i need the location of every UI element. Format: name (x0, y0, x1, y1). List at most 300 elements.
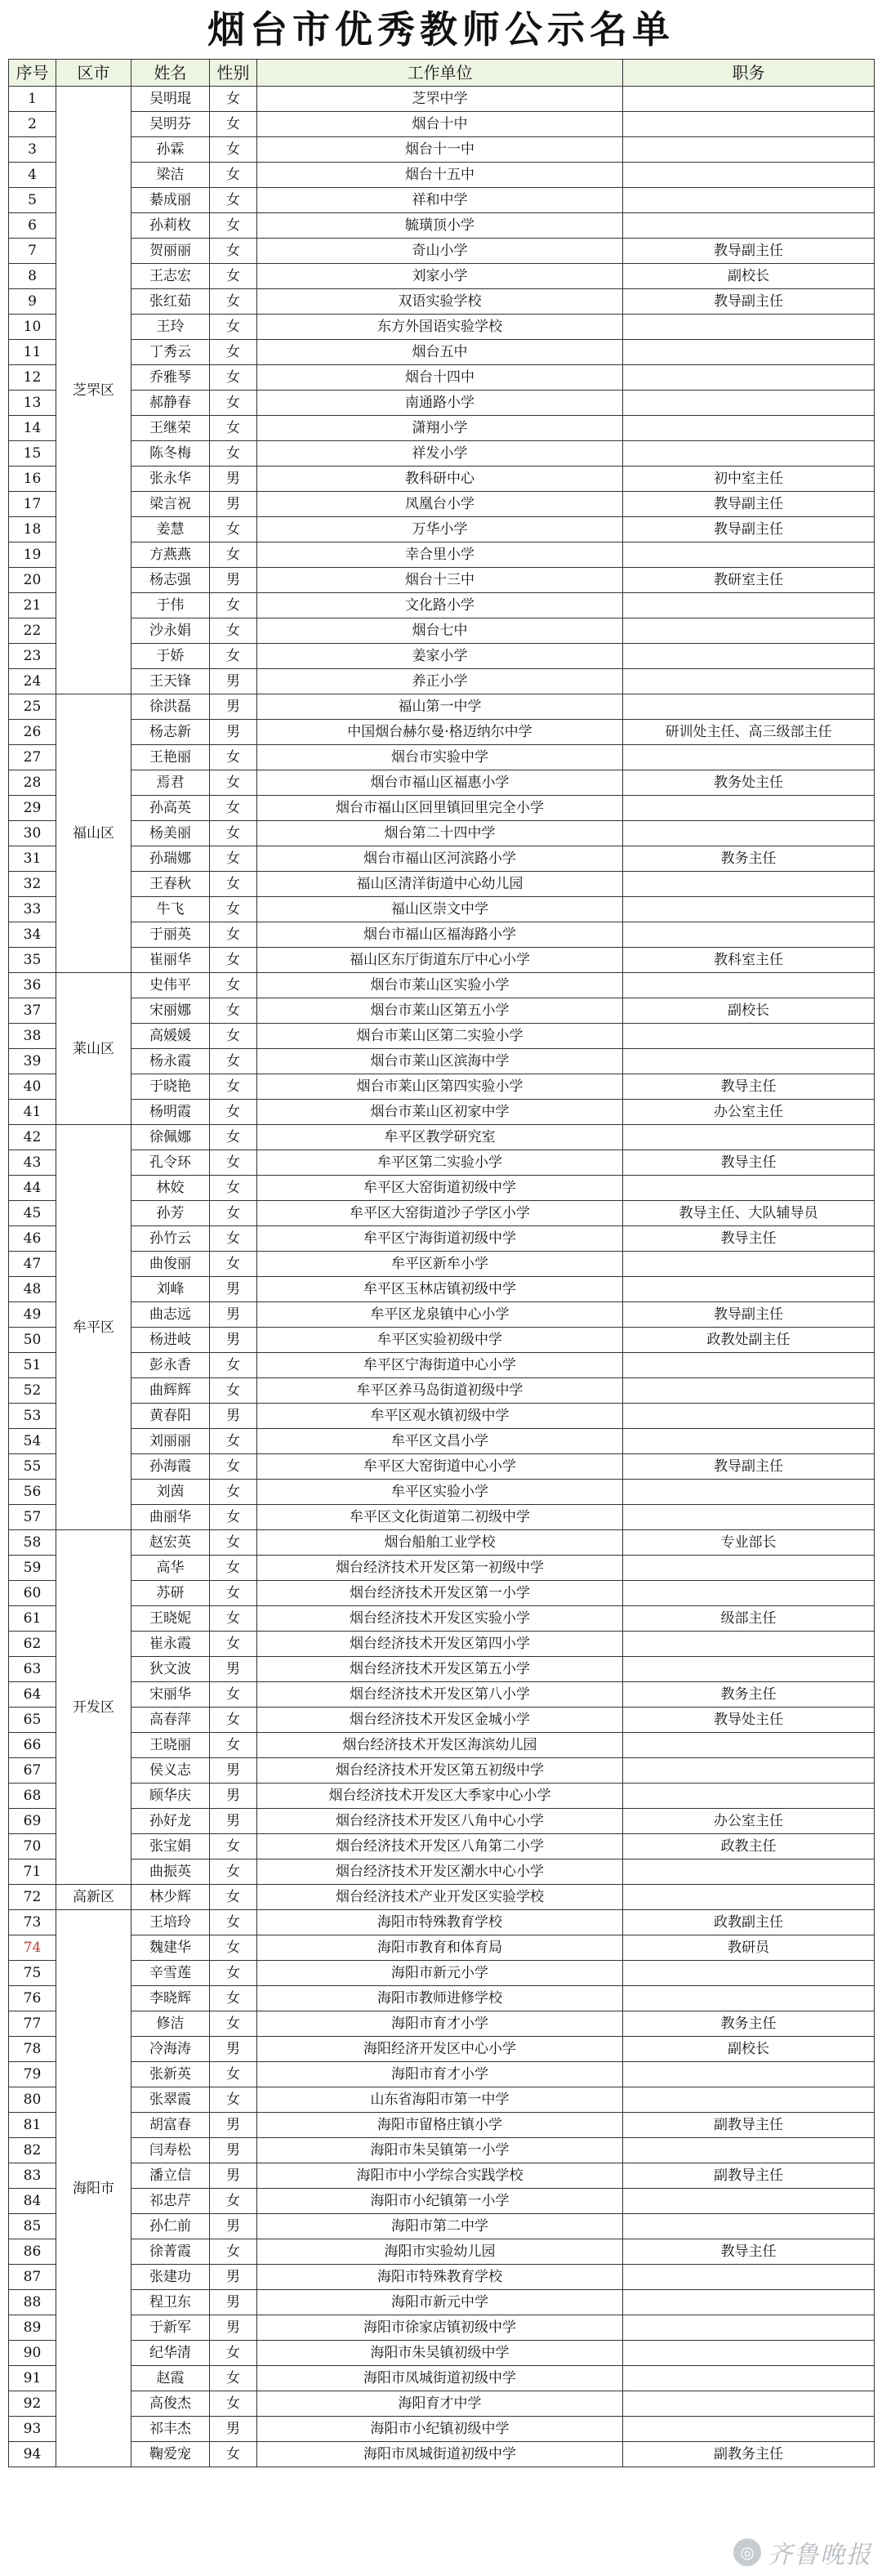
cell-name: 曲振英 (131, 1859, 210, 1885)
watermark (660, 2535, 872, 2569)
cell-workplace: 烟台市福山区河滨路小学 (257, 846, 623, 872)
cell-name: 王培玲 (131, 1910, 210, 1935)
cell-number: 61 (9, 1606, 56, 1632)
cell-workplace: 烟台经济技术开发区金城小学 (257, 1708, 623, 1733)
cell-workplace: 海阳市实验幼儿园 (257, 2239, 623, 2265)
teacher-roster-table (8, 59, 875, 2467)
table-row (9, 1226, 875, 1252)
cell-position: 专业部长 (623, 1530, 875, 1556)
cell-number: 2 (9, 112, 56, 137)
cell-gender: 男 (210, 1758, 257, 1784)
table-row (9, 1404, 875, 1429)
cell-gender: 女 (210, 1859, 257, 1885)
cell-position: 教导主任 (623, 1226, 875, 1252)
cell-position (623, 1581, 875, 1606)
cell-gender: 女 (210, 872, 257, 897)
cell-workplace: 牟平区养马岛街道初级中学 (257, 1378, 623, 1404)
cell-gender: 女 (210, 315, 257, 340)
cell-workplace: 牟平区文化街道第二初级中学 (257, 1505, 623, 1530)
cell-position: 级部主任 (623, 1606, 875, 1632)
cell-number: 58 (9, 1530, 56, 1556)
cell-gender: 男 (210, 1404, 257, 1429)
cell-name: 于丽英 (131, 922, 210, 948)
table-row (9, 517, 875, 542)
cell-position (623, 745, 875, 770)
cell-number: 82 (9, 2138, 56, 2163)
cell-name: 于晓艳 (131, 1074, 210, 1100)
table-row (9, 2087, 875, 2113)
cell-number: 44 (9, 1176, 56, 1201)
cell-workplace: 福山区东厅街道东厅中心小学 (257, 948, 623, 973)
cell-gender: 男 (210, 1784, 257, 1809)
cell-number: 27 (9, 745, 56, 770)
table-row (9, 1176, 875, 1201)
cell-position (623, 618, 875, 644)
cell-name: 杨志新 (131, 720, 210, 745)
cell-workplace: 牟平区实验初级中学 (257, 1328, 623, 1353)
cell-position (623, 1252, 875, 1277)
cell-number: 14 (9, 416, 56, 441)
cell-workplace: 牟平区大窑街道初级中学 (257, 1176, 623, 1201)
cell-number: 26 (9, 720, 56, 745)
table-row (9, 1024, 875, 1049)
cell-name: 于伟 (131, 593, 210, 618)
cell-position: 政教副主任 (623, 1910, 875, 1935)
cell-number: 51 (9, 1353, 56, 1378)
cell-position (623, 1125, 875, 1150)
column-header-number: 序号 (9, 60, 56, 87)
table-row (9, 137, 875, 163)
cell-workplace: 海阳市第二中学 (257, 2214, 623, 2239)
cell-position: 办公室主任 (623, 1809, 875, 1834)
cell-number: 88 (9, 2290, 56, 2315)
cell-gender: 女 (210, 1834, 257, 1859)
watermark-logo-icon: ◎ (733, 2538, 761, 2566)
cell-position (623, 1784, 875, 1809)
cell-number: 40 (9, 1074, 56, 1100)
column-header-name: 姓名 (131, 60, 210, 87)
cell-position (623, 922, 875, 948)
cell-workplace: 教科研中心 (257, 467, 623, 492)
cell-workplace: 潇翔小学 (257, 416, 623, 441)
cell-number: 75 (9, 1961, 56, 1986)
cell-number: 16 (9, 467, 56, 492)
cell-number: 60 (9, 1581, 56, 1606)
cell-position (623, 1961, 875, 1986)
cell-position (623, 796, 875, 821)
table-row (9, 897, 875, 922)
cell-position (623, 137, 875, 163)
cell-name: 焉君 (131, 770, 210, 796)
cell-gender: 女 (210, 1986, 257, 2011)
table-row (9, 315, 875, 340)
cell-position (623, 2265, 875, 2290)
cell-position (623, 416, 875, 441)
table-header-row (9, 60, 875, 87)
cell-position (623, 1505, 875, 1530)
cell-position (623, 1480, 875, 1505)
cell-gender: 男 (210, 2138, 257, 2163)
cell-gender: 女 (210, 163, 257, 188)
table-row (9, 2417, 875, 2442)
cell-name: 沙永娟 (131, 618, 210, 644)
cell-workplace: 牟平区观水镇初级中学 (257, 1404, 623, 1429)
table-row (9, 1682, 875, 1708)
cell-district: 牟平区 (56, 1125, 131, 1530)
cell-workplace: 海阳市徐家店镇初级中学 (257, 2315, 623, 2341)
cell-workplace: 牟平区大窑街道中心小学 (257, 1454, 623, 1480)
cell-gender: 女 (210, 1074, 257, 1100)
cell-number: 13 (9, 391, 56, 416)
cell-workplace: 海阳市新元小学 (257, 1961, 623, 1986)
cell-number: 83 (9, 2163, 56, 2189)
cell-name: 陈冬梅 (131, 441, 210, 467)
cell-name: 赵宏英 (131, 1530, 210, 1556)
cell-name: 綦成丽 (131, 188, 210, 213)
cell-position (623, 1733, 875, 1758)
cell-workplace: 烟台经济技术开发区第一小学 (257, 1581, 623, 1606)
cell-position (623, 391, 875, 416)
cell-workplace: 烟台经济技术开发区第五小学 (257, 1657, 623, 1682)
cell-position (623, 2214, 875, 2239)
cell-name: 张宝娟 (131, 1834, 210, 1859)
cell-workplace: 海阳市育才小学 (257, 2062, 623, 2087)
cell-position (623, 1353, 875, 1378)
cell-gender: 女 (210, 1885, 257, 1910)
cell-position (623, 2391, 875, 2417)
table-row (9, 112, 875, 137)
cell-district: 海阳市 (56, 1910, 131, 2467)
cell-position (623, 1657, 875, 1682)
cell-name: 王晓妮 (131, 1606, 210, 1632)
cell-number: 65 (9, 1708, 56, 1733)
table-row (9, 2265, 875, 2290)
table-row (9, 644, 875, 669)
table-row (9, 1125, 875, 1150)
cell-position: 教务主任 (623, 2011, 875, 2037)
cell-name: 王艳丽 (131, 745, 210, 770)
cell-gender: 女 (210, 391, 257, 416)
table-row (9, 2113, 875, 2138)
cell-position (623, 2138, 875, 2163)
cell-number: 38 (9, 1024, 56, 1049)
cell-name: 乔雅琴 (131, 365, 210, 391)
cell-name: 丁秀云 (131, 340, 210, 365)
cell-position (623, 1632, 875, 1657)
cell-workplace: 祥和中学 (257, 188, 623, 213)
cell-position: 副校长 (623, 2037, 875, 2062)
cell-number: 11 (9, 340, 56, 365)
table-row (9, 467, 875, 492)
table-row (9, 213, 875, 239)
cell-workplace: 烟台市福山区回里镇回里完全小学 (257, 796, 623, 821)
cell-gender: 女 (210, 542, 257, 568)
cell-name: 梁言祝 (131, 492, 210, 517)
cell-position (623, 897, 875, 922)
table-row (9, 1986, 875, 2011)
table-row (9, 1834, 875, 1859)
cell-name: 吴明芬 (131, 112, 210, 137)
cell-position (623, 1176, 875, 1201)
cell-position (623, 593, 875, 618)
cell-name: 张红茹 (131, 289, 210, 315)
table-row (9, 2341, 875, 2366)
cell-number: 37 (9, 998, 56, 1024)
cell-gender: 女 (210, 1150, 257, 1176)
cell-number: 72 (9, 1885, 56, 1910)
cell-name: 方燕燕 (131, 542, 210, 568)
cell-gender: 女 (210, 188, 257, 213)
cell-gender: 男 (210, 2315, 257, 2341)
cell-name: 王春秋 (131, 872, 210, 897)
cell-gender: 男 (210, 2163, 257, 2189)
cell-name: 曲俊丽 (131, 1252, 210, 1277)
cell-number: 56 (9, 1480, 56, 1505)
cell-number: 20 (9, 568, 56, 593)
cell-name: 李晓辉 (131, 1986, 210, 2011)
cell-position (623, 87, 875, 112)
cell-number: 49 (9, 1302, 56, 1328)
cell-gender: 女 (210, 1581, 257, 1606)
cell-number: 74 (9, 1935, 56, 1961)
cell-workplace: 海阳市留格庄镇小学 (257, 2113, 623, 2138)
cell-number: 25 (9, 694, 56, 720)
table-row (9, 846, 875, 872)
cell-position (623, 973, 875, 998)
cell-position (623, 2315, 875, 2341)
cell-position: 教导副主任 (623, 289, 875, 315)
table-row (9, 998, 875, 1024)
cell-workplace: 海阳市小纪镇初级中学 (257, 2417, 623, 2442)
cell-gender: 女 (210, 1632, 257, 1657)
table-row (9, 1632, 875, 1657)
cell-position (623, 365, 875, 391)
cell-number: 92 (9, 2391, 56, 2417)
cell-position: 初中室主任 (623, 467, 875, 492)
cell-number: 32 (9, 872, 56, 897)
cell-gender: 女 (210, 1961, 257, 1986)
cell-number: 5 (9, 188, 56, 213)
cell-position: 教导副主任 (623, 492, 875, 517)
cell-number: 47 (9, 1252, 56, 1277)
cell-name: 刘丽丽 (131, 1429, 210, 1454)
cell-workplace: 烟台市莱山区滨海中学 (257, 1049, 623, 1074)
cell-gender: 女 (210, 2062, 257, 2087)
cell-position (623, 1859, 875, 1885)
cell-gender: 女 (210, 264, 257, 289)
cell-position (623, 1404, 875, 1429)
cell-name: 高华 (131, 1556, 210, 1581)
cell-name: 王天锋 (131, 669, 210, 694)
cell-gender: 女 (210, 87, 257, 112)
cell-position (623, 2189, 875, 2214)
cell-name: 刘峰 (131, 1277, 210, 1302)
cell-gender: 男 (210, 1809, 257, 1834)
cell-gender: 女 (210, 289, 257, 315)
cell-gender: 女 (210, 1252, 257, 1277)
cell-name: 冷海涛 (131, 2037, 210, 2062)
cell-position (623, 1378, 875, 1404)
cell-workplace: 海阳市特殊教育学校 (257, 2265, 623, 2290)
table-row (9, 1328, 875, 1353)
cell-position: 研训处主任、高三级部主任 (623, 720, 875, 745)
cell-workplace: 烟台经济技术开发区第八小学 (257, 1682, 623, 1708)
cell-workplace: 芝罘中学 (257, 87, 623, 112)
cell-workplace: 烟台市莱山区初家中学 (257, 1100, 623, 1125)
table-row (9, 365, 875, 391)
cell-gender: 女 (210, 796, 257, 821)
cell-position: 教务主任 (623, 1682, 875, 1708)
table-row (9, 87, 875, 112)
cell-number: 42 (9, 1125, 56, 1150)
cell-workplace: 海阳育才中学 (257, 2391, 623, 2417)
column-header-gender: 性别 (210, 60, 257, 87)
table-row (9, 1074, 875, 1100)
cell-position: 教导副主任 (623, 517, 875, 542)
cell-workplace: 牟平区文昌小学 (257, 1429, 623, 1454)
table-row (9, 1809, 875, 1834)
table-row (9, 2062, 875, 2087)
cell-name: 张翠霞 (131, 2087, 210, 2113)
cell-name: 祁丰杰 (131, 2417, 210, 2442)
cell-workplace: 烟台七中 (257, 618, 623, 644)
cell-gender: 女 (210, 441, 257, 467)
cell-number: 77 (9, 2011, 56, 2037)
table-row (9, 1784, 875, 1809)
cell-position (623, 1049, 875, 1074)
cell-workplace: 牟平区宁海街道中心小学 (257, 1353, 623, 1378)
cell-number: 29 (9, 796, 56, 821)
cell-number: 45 (9, 1201, 56, 1226)
cell-workplace: 牟平区实验小学 (257, 1480, 623, 1505)
cell-position (623, 669, 875, 694)
table-row (9, 1454, 875, 1480)
cell-workplace: 双语实验学校 (257, 289, 623, 315)
cell-number: 4 (9, 163, 56, 188)
table-row (9, 1733, 875, 1758)
table-row (9, 973, 875, 998)
cell-gender: 女 (210, 340, 257, 365)
cell-name: 纪华清 (131, 2341, 210, 2366)
cell-position: 教研室主任 (623, 568, 875, 593)
table-row (9, 2315, 875, 2341)
cell-position (623, 872, 875, 897)
cell-name: 孔令环 (131, 1150, 210, 1176)
cell-name: 魏建华 (131, 1935, 210, 1961)
cell-gender: 男 (210, 1302, 257, 1328)
cell-gender: 女 (210, 1024, 257, 1049)
cell-gender: 女 (210, 137, 257, 163)
cell-position (623, 441, 875, 467)
table-row (9, 1885, 875, 1910)
cell-gender: 女 (210, 2366, 257, 2391)
table-row (9, 568, 875, 593)
cell-gender: 女 (210, 1049, 257, 1074)
cell-number: 8 (9, 264, 56, 289)
cell-gender: 女 (210, 2189, 257, 2214)
cell-gender: 女 (210, 618, 257, 644)
cell-number: 43 (9, 1150, 56, 1176)
cell-gender: 女 (210, 213, 257, 239)
cell-name: 王晓丽 (131, 1733, 210, 1758)
cell-number: 63 (9, 1657, 56, 1682)
cell-name: 胡富春 (131, 2113, 210, 2138)
cell-position (623, 2341, 875, 2366)
table-row (9, 188, 875, 213)
cell-position: 教务主任 (623, 846, 875, 872)
cell-number: 39 (9, 1049, 56, 1074)
cell-name: 侯义志 (131, 1758, 210, 1784)
cell-name: 徐佩娜 (131, 1125, 210, 1150)
cell-name: 杨永霞 (131, 1049, 210, 1074)
cell-position (623, 340, 875, 365)
table-row (9, 1606, 875, 1632)
cell-workplace: 海阳市中小学综合实践学校 (257, 2163, 623, 2189)
cell-number: 66 (9, 1733, 56, 1758)
cell-workplace: 烟台经济技术开发区八角第二小学 (257, 1834, 623, 1859)
cell-gender: 女 (210, 593, 257, 618)
cell-gender: 女 (210, 517, 257, 542)
cell-name: 高春萍 (131, 1708, 210, 1733)
cell-gender: 男 (210, 2417, 257, 2442)
cell-workplace: 文化路小学 (257, 593, 623, 618)
cell-name: 于新军 (131, 2315, 210, 2341)
table-row (9, 1935, 875, 1961)
cell-number: 73 (9, 1910, 56, 1935)
cell-gender: 女 (210, 1935, 257, 1961)
table-row (9, 720, 875, 745)
cell-number: 34 (9, 922, 56, 948)
table-row (9, 922, 875, 948)
cell-position: 教导副主任 (623, 239, 875, 264)
cell-position (623, 694, 875, 720)
cell-workplace: 海阳市教师进修学校 (257, 1986, 623, 2011)
cell-gender: 女 (210, 2341, 257, 2366)
cell-number: 9 (9, 289, 56, 315)
cell-workplace: 东方外国语实验学校 (257, 315, 623, 340)
cell-position (623, 112, 875, 137)
cell-workplace: 海阳市凤城街道初级中学 (257, 2442, 623, 2467)
cell-position (623, 644, 875, 669)
table-body (9, 87, 875, 2467)
cell-name: 贺丽丽 (131, 239, 210, 264)
cell-workplace: 凤凰台小学 (257, 492, 623, 517)
cell-gender: 男 (210, 568, 257, 593)
cell-workplace: 牟平区教学研究室 (257, 1125, 623, 1150)
cell-position: 教导主任 (623, 1150, 875, 1176)
cell-name: 杨美丽 (131, 821, 210, 846)
cell-number: 31 (9, 846, 56, 872)
cell-gender: 女 (210, 770, 257, 796)
cell-number: 46 (9, 1226, 56, 1252)
cell-number: 57 (9, 1505, 56, 1530)
table-row (9, 1758, 875, 1784)
cell-workplace: 烟台市莱山区第五小学 (257, 998, 623, 1024)
cell-workplace: 海阳市教育和体育局 (257, 1935, 623, 1961)
table-row (9, 1961, 875, 1986)
table-row (9, 1708, 875, 1733)
cell-workplace: 海阳市特殊教育学校 (257, 1910, 623, 1935)
cell-name: 孙仁前 (131, 2214, 210, 2239)
cell-number: 36 (9, 973, 56, 998)
cell-gender: 女 (210, 1226, 257, 1252)
cell-name: 祁忠芹 (131, 2189, 210, 2214)
cell-workplace: 刘家小学 (257, 264, 623, 289)
cell-name: 林姣 (131, 1176, 210, 1201)
cell-gender: 女 (210, 1125, 257, 1150)
cell-workplace: 烟台市福山区福惠小学 (257, 770, 623, 796)
cell-position: 教务处主任 (623, 770, 875, 796)
